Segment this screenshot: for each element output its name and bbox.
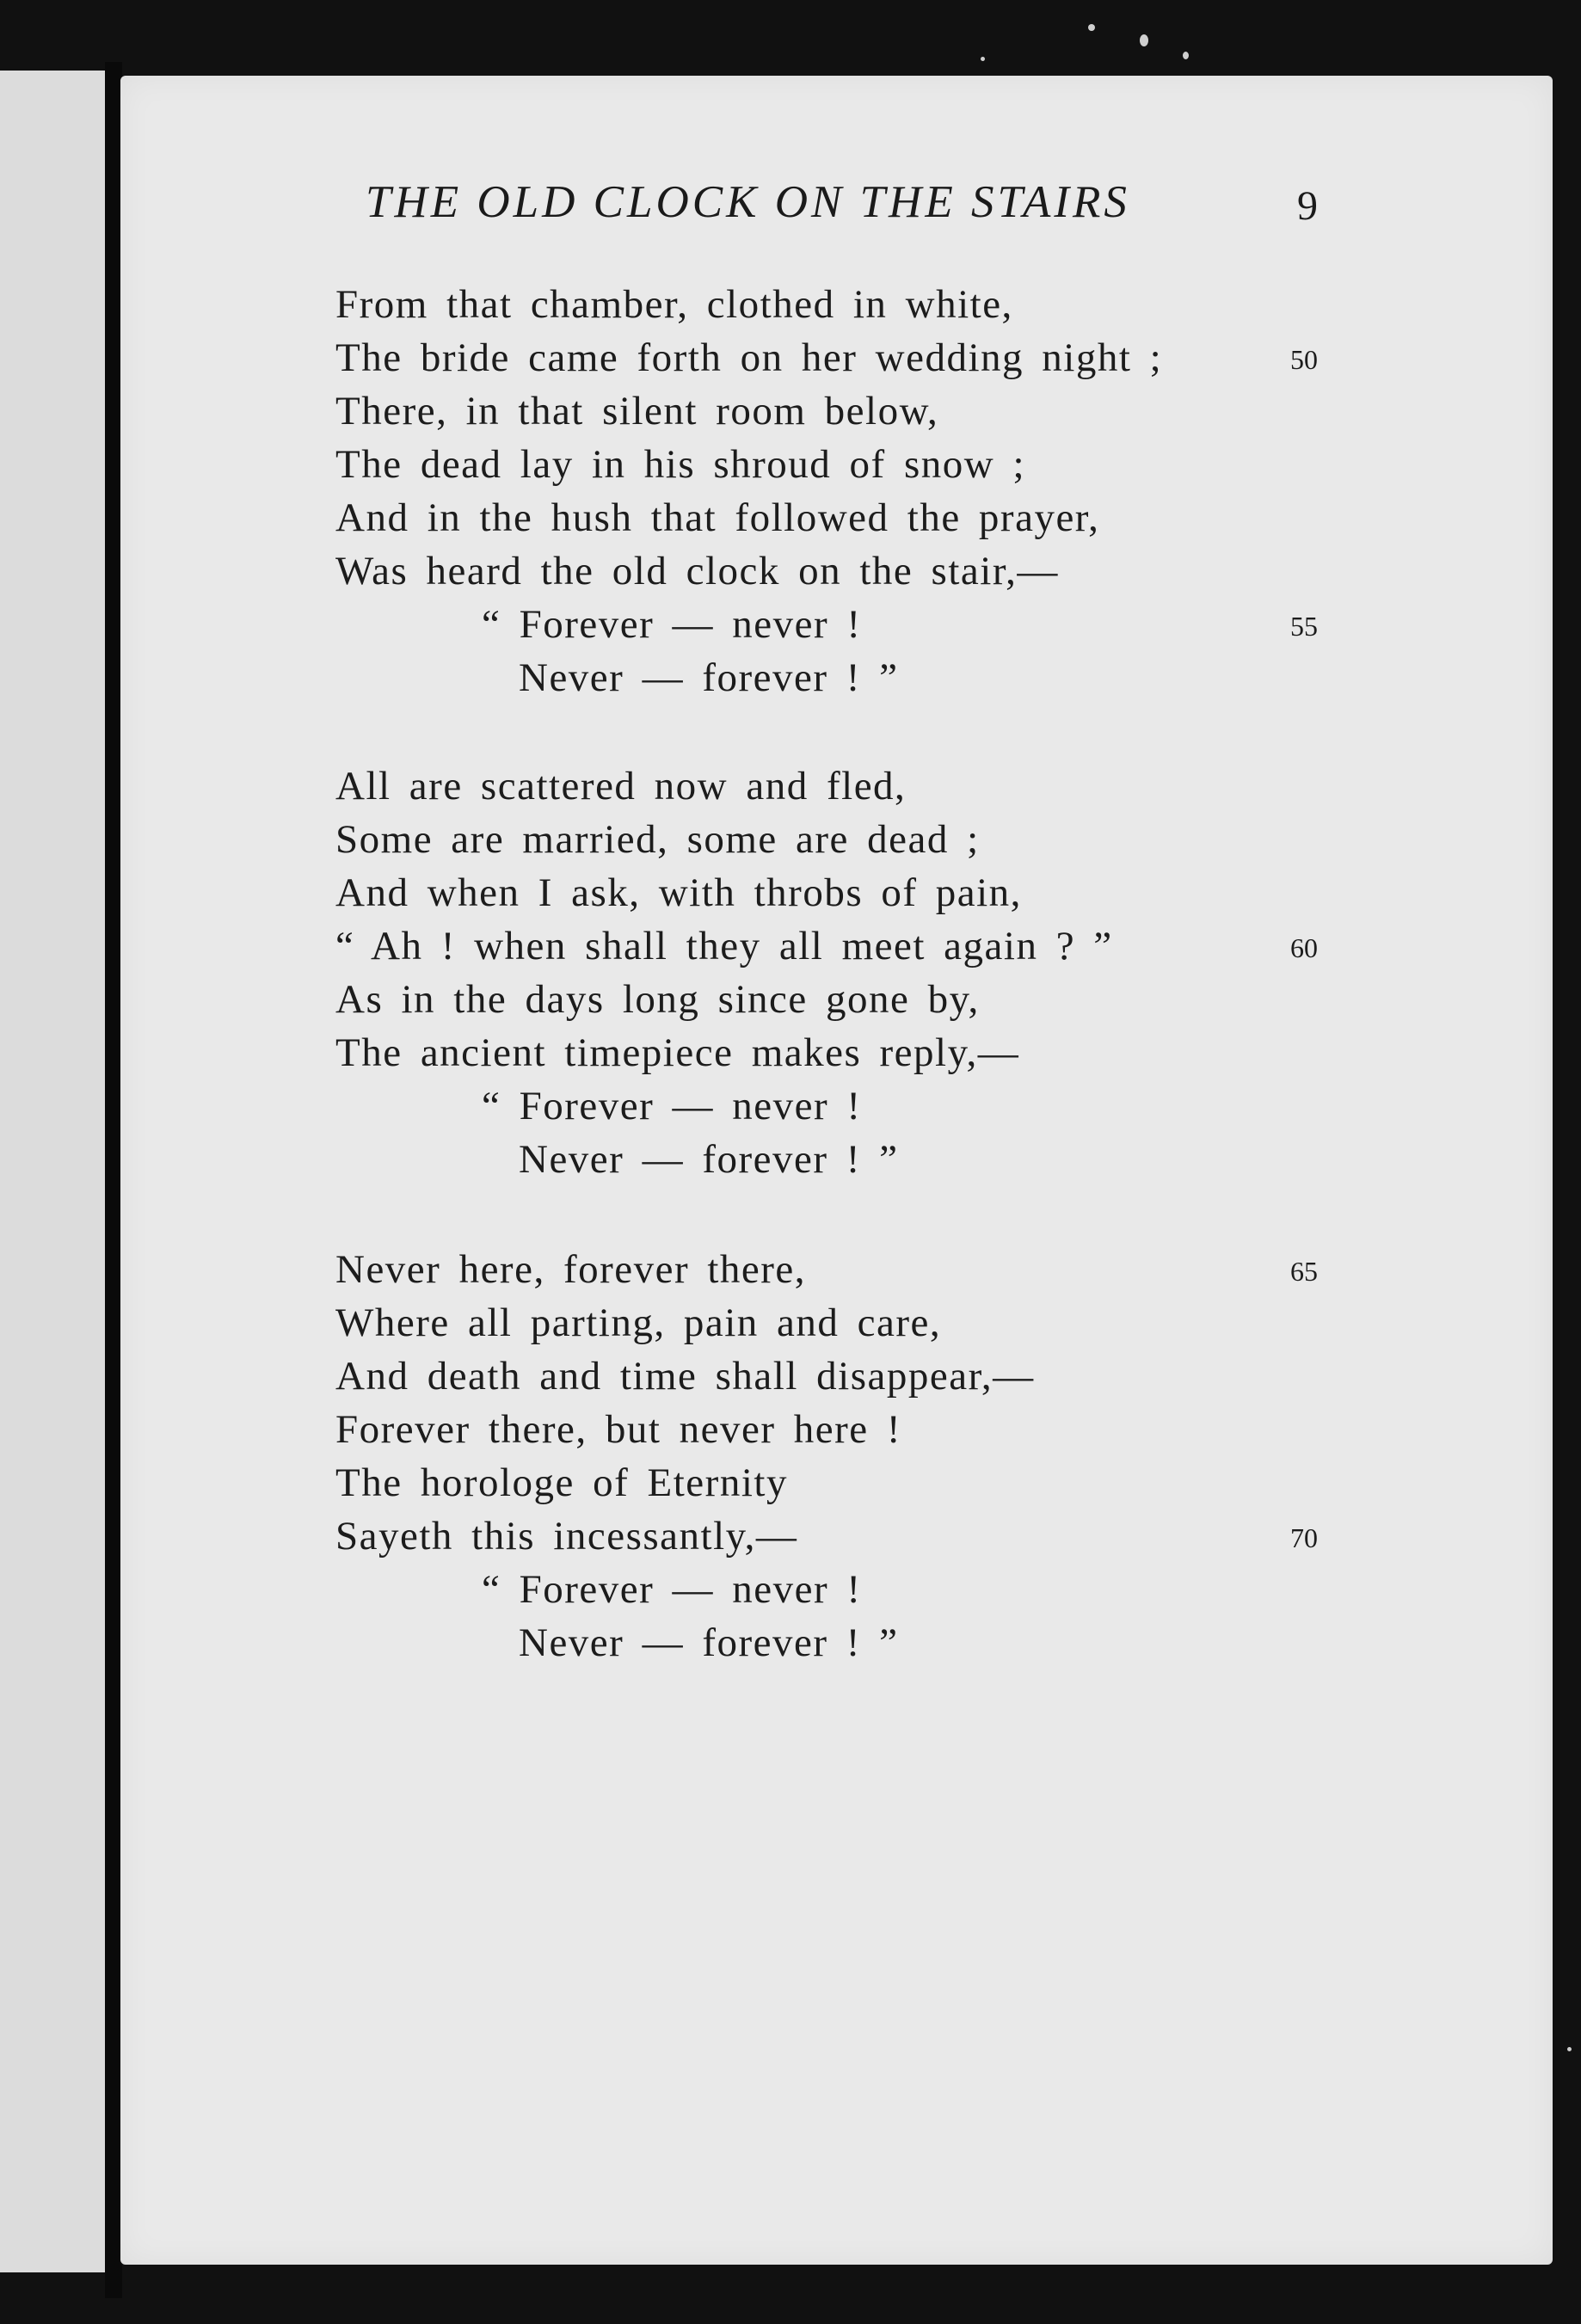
refrain-line: “ Forever — never ! [482, 1567, 862, 1612]
refrain-line: “ Forever — never ! [482, 1084, 862, 1128]
poem-line: Where all parting, pain and care, [335, 1300, 942, 1345]
page-number: 9 [1297, 183, 1318, 229]
poem-line: Never here, forever there, [335, 1247, 807, 1292]
scan-speck [981, 57, 985, 61]
scan-speck [1140, 34, 1148, 46]
poem-line: As in the days long since gone by, [335, 977, 980, 1022]
poem-line: The dead lay in his shroud of snow ; [335, 442, 1026, 487]
refrain-line: Never — forever ! ” [519, 1620, 899, 1665]
poem-line: The bride came forth on her wedding night ; [335, 335, 1163, 380]
line-number: 50 [1290, 344, 1318, 375]
poem-line: And death and time shall disappear,— [335, 1354, 1035, 1399]
refrain-line: Never — forever ! ” [519, 1137, 899, 1182]
poem-line: The horologe of Eternity [335, 1460, 788, 1505]
scan-speck [1183, 52, 1189, 59]
line-number: 70 [1290, 1522, 1318, 1553]
poem-line: And when I ask, with throbs of pain, [335, 870, 1022, 915]
line-number: 65 [1290, 1256, 1318, 1287]
poem-line: “ Ah ! when shall they all meet again ? ” [335, 924, 1113, 968]
refrain-line: “ Forever — never ! [482, 602, 862, 647]
refrain-line: Never — forever ! ” [519, 655, 899, 700]
line-number: 55 [1290, 611, 1318, 642]
poem-line: Forever there, but never here ! [335, 1407, 902, 1452]
poem-line: The ancient timepiece makes reply,— [335, 1030, 1020, 1075]
scan-speck [1567, 2047, 1572, 2051]
poem-line: From that chamber, clothed in white, [335, 282, 1013, 327]
poem-line: There, in that silent room below, [335, 389, 939, 433]
running-title: THE OLD CLOCK ON THE STAIRS [366, 177, 1130, 227]
line-number: 60 [1290, 932, 1318, 963]
poem-line: All are scattered now and fled, [335, 764, 907, 808]
poem-line: And in the hush that followed the prayer, [335, 495, 1100, 540]
poem-line: Was heard the old clock on the stair,— [335, 549, 1059, 593]
poem-line: Sayeth this incessantly,— [335, 1514, 798, 1559]
scan-speck [1088, 24, 1095, 31]
poem-line: Some are married, some are dead ; [335, 817, 980, 862]
